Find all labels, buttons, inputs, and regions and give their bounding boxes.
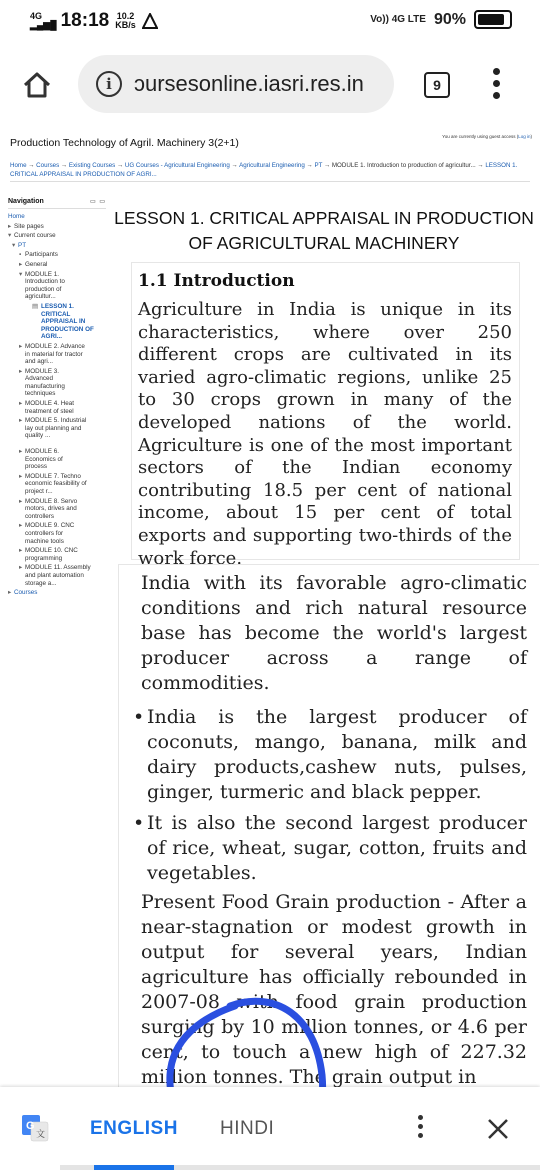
url-text[interactable]: ɔursesonline.iasri.res.in (134, 71, 364, 96)
breadcrumb-lesson[interactable]: LESSON 1. CRITICAL APPRAISAL IN PRODUCTION OF AGRI... (10, 162, 518, 178)
navigation-header: Navigation ▭ ▭ (8, 198, 106, 209)
battery-icon (474, 10, 512, 29)
nav-module-6[interactable]: ▸ MODULE 6. Economics of process (19, 448, 63, 471)
clock: 18:18 (60, 10, 110, 31)
tab-switcher-button[interactable]: 9 (424, 72, 450, 98)
volte-indicator: Vo)) 4G LTE (370, 14, 426, 25)
google-translate-icon[interactable] (20, 1113, 50, 1143)
intro-section (131, 262, 520, 569)
nav-site-pages[interactable]: ▸ Site pages (8, 222, 44, 230)
status-right (370, 10, 512, 29)
close-icon[interactable] (486, 1117, 510, 1141)
breadcrumb: Home → Courses → Existing Courses → UG Courses - Agricultural Engineering → Agricultural Engineering → PT → MODULE 1. Introduction to production of agricultur... → LESSON 1. CRITICAL APPRAISAL IN PRODUCTION OF AGRI... (10, 162, 518, 178)
target-language-tab[interactable]: HINDI (220, 1118, 275, 1139)
svg-text:文: 文 (36, 1130, 46, 1140)
nav-module-3[interactable]: ▸ MODULE 3. Advanced manufacturing techniques (19, 367, 65, 398)
bullet-item: • It is also the second largest producer of rice, wheat, sugar, cotton, fruits and vegetables. (133, 811, 527, 886)
nav-module-4[interactable]: ▸ MODULE 4. Heat treatment of steel (19, 400, 74, 415)
source-language-tab[interactable]: ENGLISH (90, 1118, 178, 1139)
lesson-title: LESSON 1. CRITICAL APPRAISAL IN PRODUCTION OF AGRICULTURAL MACHINERY (114, 208, 534, 253)
nav-module-10[interactable]: ▸ MODULE 10. CNC programming (19, 547, 78, 562)
url-bar[interactable] (78, 55, 394, 113)
status-bar (0, 0, 540, 40)
navigation-tree (8, 213, 106, 597)
nav-module-2[interactable]: ▸ MODULE 2. Advance in material for tractor and agri... (19, 342, 85, 366)
nav-module-7[interactable]: ▸ MODULE 7. Techno economic feasibility of project r... (19, 472, 87, 495)
info-icon[interactable]: i (96, 71, 122, 97)
breadcrumb-courses[interactable]: Courses (36, 162, 60, 169)
breadcrumb-home[interactable]: Home (10, 162, 27, 169)
battery-percent: 90% (433, 10, 466, 28)
nav-participants[interactable]: ▪ Participants (19, 251, 58, 259)
login-link[interactable]: Log in (518, 134, 531, 139)
breadcrumb-pt[interactable]: PT (314, 162, 323, 169)
breadcrumb-ug[interactable]: UG Courses - Agricultural Engineering (124, 162, 230, 169)
nav-module-9[interactable]: ▸ MODULE 9. CNC controllers for machine tools (19, 522, 75, 545)
production-paragraph: India with its favorable agro-climatic conditions and rich natural resource base has become the world's largest producer across a range of commodities. (141, 572, 527, 694)
section-heading: 1.1 Introduction (138, 271, 295, 291)
warning-icon (142, 13, 158, 29)
breadcrumb-existing[interactable]: Existing Courses (68, 162, 116, 169)
translate-bar (0, 1087, 540, 1170)
nav-courses[interactable]: ▸ Courses (8, 589, 38, 597)
data-speed: 10.2 KB/s (115, 11, 136, 30)
translate-more-icon[interactable] (416, 1115, 424, 1145)
nav-module-11[interactable]: ▸ MODULE 11. Assembly and plant automation storage a... (19, 564, 91, 587)
nav-general[interactable]: ▸ General (19, 260, 48, 268)
bullet-item: • India is the largest producer of coconuts, mango, banana, milk and dairy products,cashew nuts, pulses, ginger, turmeric and black pepper. (133, 705, 527, 805)
svg-text:G: G (26, 1120, 35, 1132)
divider (10, 181, 530, 182)
home-icon[interactable] (22, 70, 52, 100)
production-bullets (133, 705, 527, 892)
network-signal: 4G ▂▄▆█ (30, 11, 57, 30)
food-grain-paragraph: Present Food Grain production - After a near-stagnation or modest growth in output for several years, Indian agriculture has officially rebounded in 2007-08 with food grain production surging by 10 million tonnes, or 4.6 per cent, to touch a new high of 227.32 million tonnes. The grain output in (141, 891, 527, 1087)
production-section (118, 564, 539, 1087)
browser-menu-icon[interactable] (492, 68, 500, 102)
site-title: Production Technology of Agril. Machinery 3(2+1) (10, 137, 239, 149)
language-tab-indicator (60, 1165, 540, 1170)
nav-module-1[interactable]: ▾ MODULE 1. Introduction to production of agricultur... (19, 270, 65, 301)
browser-toolbar (0, 40, 540, 132)
nav-current-course[interactable]: ▾ Current course (8, 232, 56, 240)
nav-module-8[interactable]: ▸ MODULE 8. Servo motors, drives and controllers (19, 497, 78, 520)
intro-paragraph: Agriculture in India is unique in its characteristics, where over 250 different crops are cultivated in its varied agro-climatic regions, unlike 25 to 30 crops grown in many of the developed nations of the world. Agriculture is one of the most important sectors of the Indian economy contributing 18.5 per cent of national income, about 15 per cent of total exports and supporting two-thirds of the work force. (138, 299, 512, 569)
nav-courses-link[interactable]: Courses (14, 589, 38, 597)
nav-pt[interactable]: ▾ PT (12, 241, 27, 249)
nav-home[interactable]: Home (8, 213, 25, 220)
breadcrumb-ae[interactable]: Agricultural Engineering (239, 162, 305, 169)
status-left (30, 10, 158, 32)
web-content (0, 132, 540, 1087)
navigation-block (8, 198, 106, 698)
block-controls[interactable]: ▭ ▭ (89, 199, 106, 205)
nav-module-5[interactable]: ▸ MODULE 5. Industrial lay out planning and quality ... (19, 417, 87, 440)
nav-lesson-1[interactable]: ▤ LESSON 1. CRITICAL APPRAISAL IN PRODUCTION OF AGRI... (32, 302, 94, 341)
breadcrumb-module: MODULE 1. Introduction to production of agricultur... (331, 162, 476, 169)
guest-access-notice: You are currently using guest access (Log in) (442, 134, 532, 139)
nav-pt-link[interactable]: PT (18, 241, 27, 249)
